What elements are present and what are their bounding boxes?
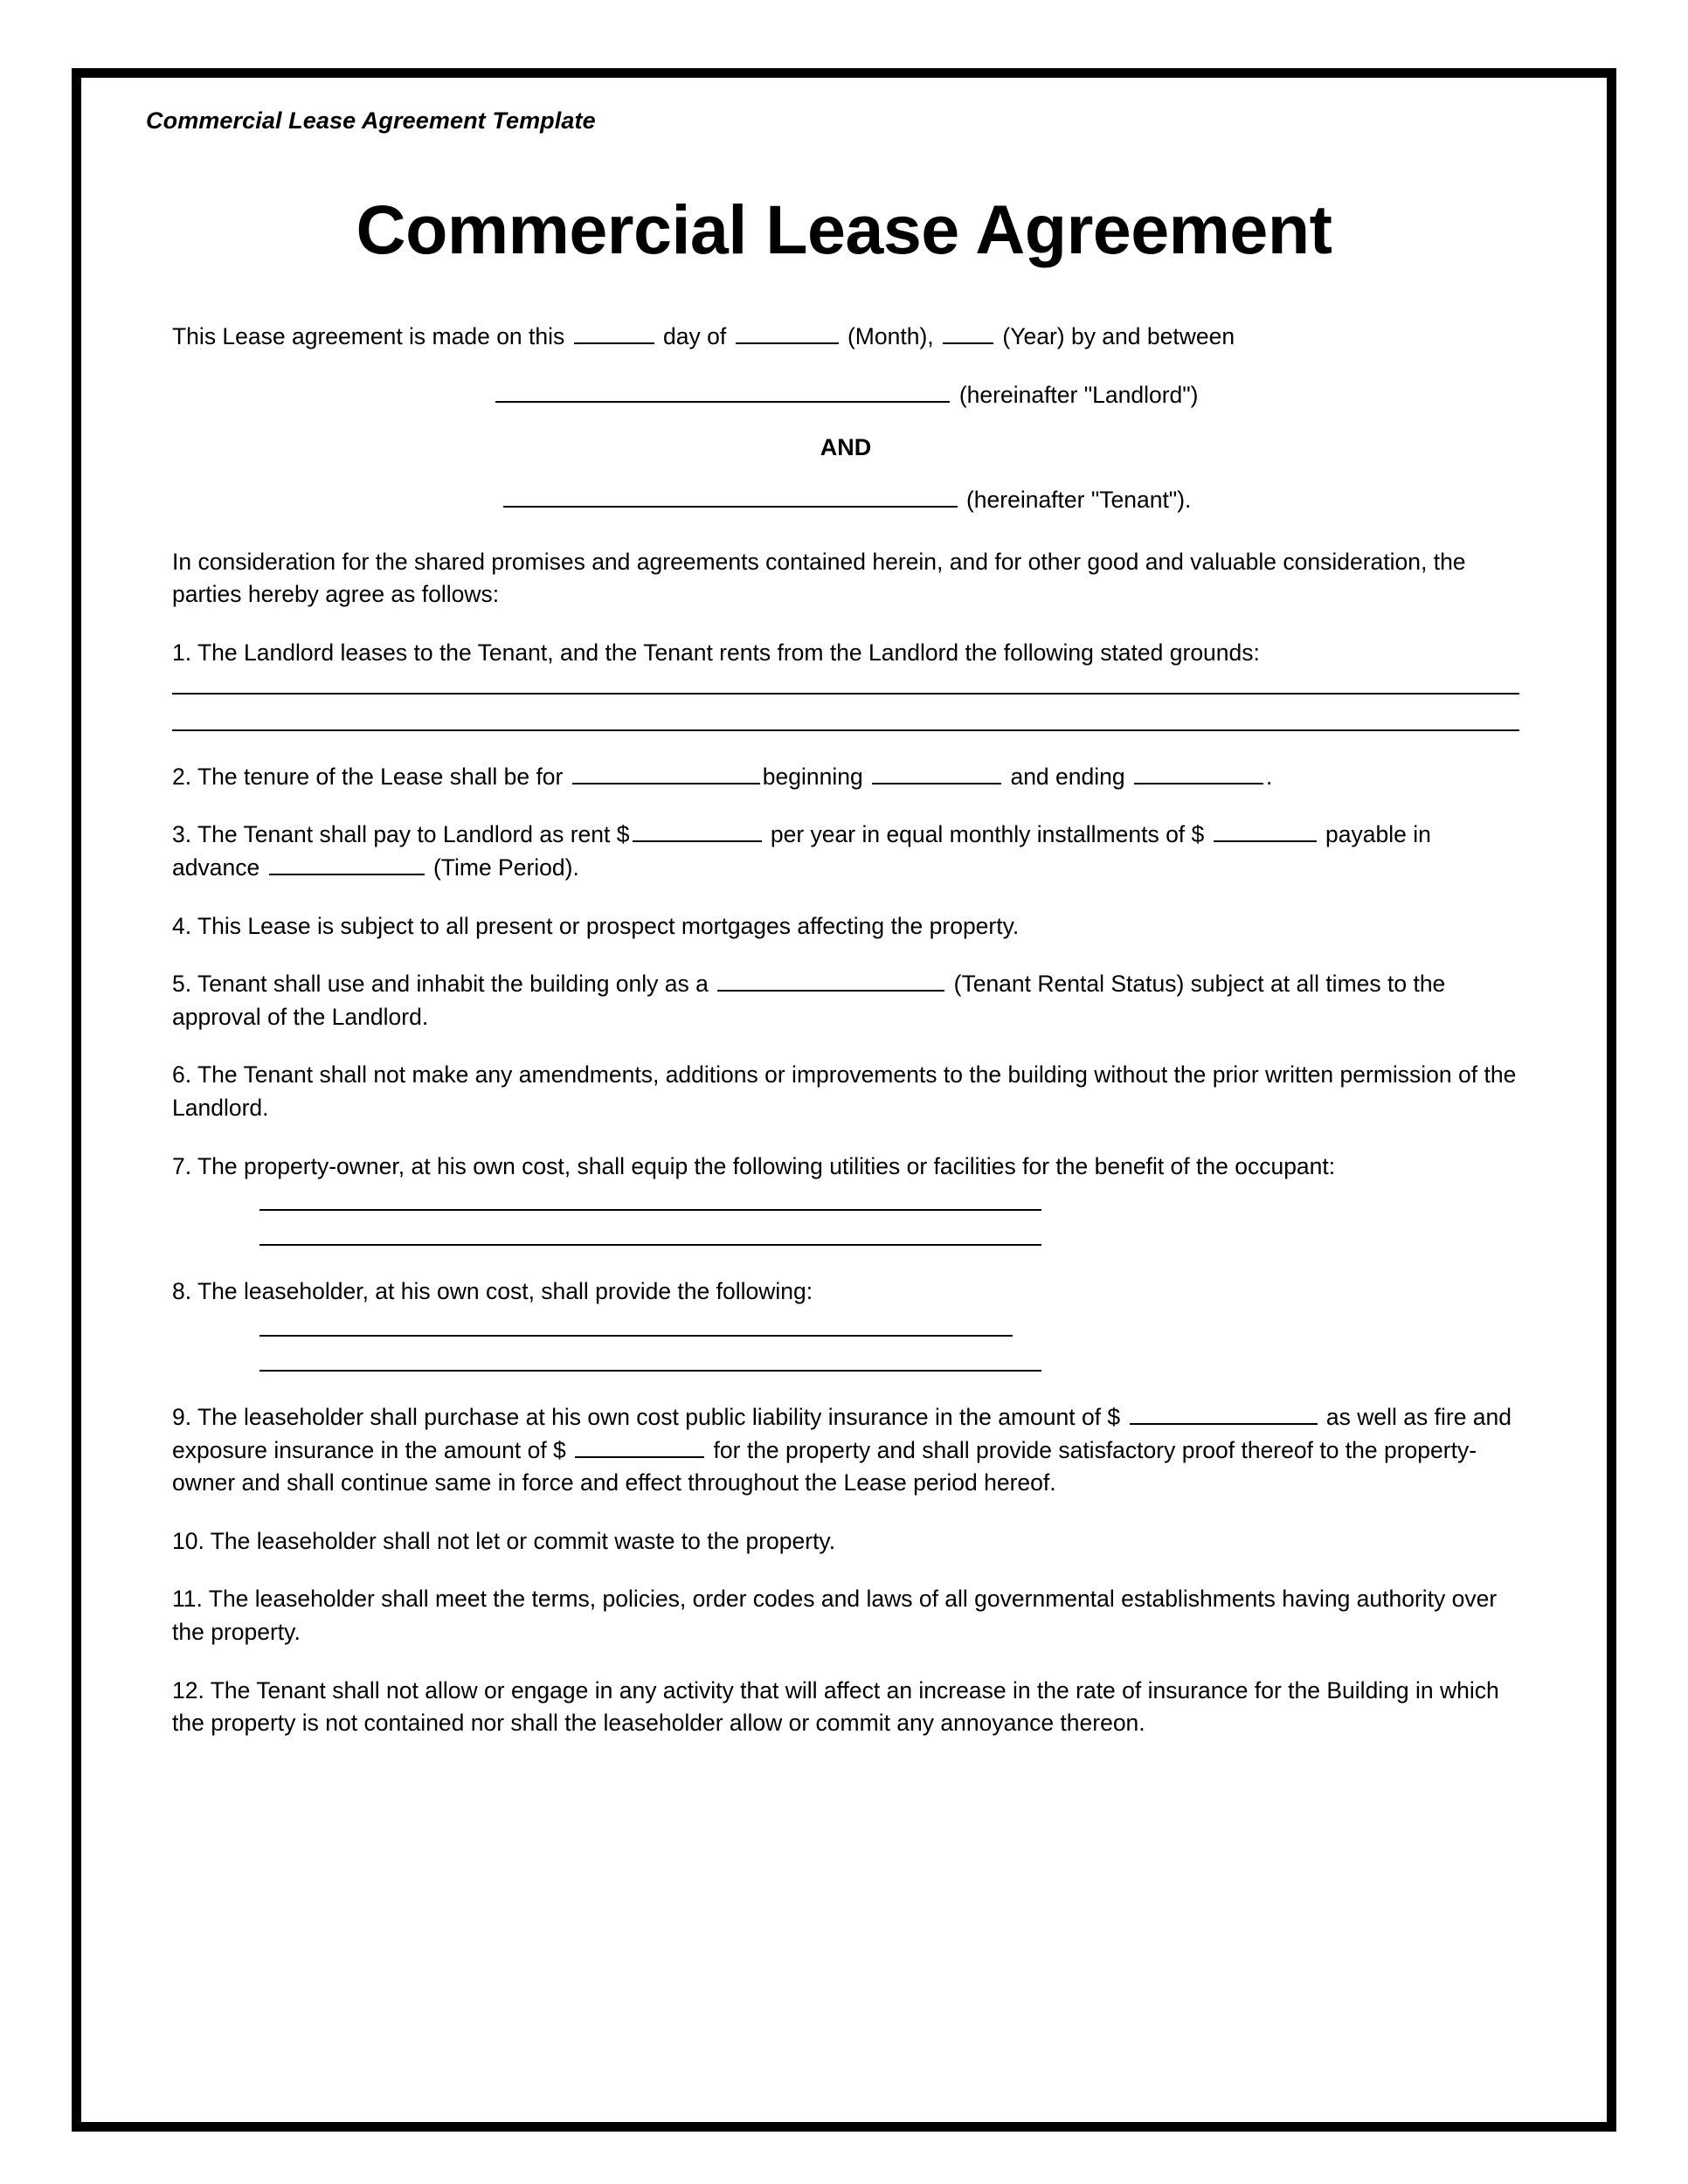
clause-9-c: for the property and shall provide satisfactory proof thereof to the property-owner and shall continue same in force and effect throughout the Lease period hereof. [172,1436,1477,1496]
tenant-signature-line [172,484,1519,516]
tenant-name-blank[interactable] [503,488,958,508]
clause-3-b: per year in equal monthly installments of $ [770,821,1205,848]
intro-text-a: This Lease agreement is made on this [172,322,565,349]
landlord-caption: (hereinafter "Landlord") [958,381,1199,408]
document-body [135,321,1553,1740]
landlord-name-blank[interactable] [495,384,950,403]
clause-10-text: 10. The leaseholder shall not let or commit waste to the property. [172,1527,836,1554]
landlord-signature-line [172,379,1519,411]
consideration-paragraph: In consideration for the shared promises and agreements contained herein, and for other good and valuable consideration, the parties hereby agree as follows: [172,548,1466,608]
annual-rent-blank[interactable] [633,823,762,842]
clause-3-text [172,819,1519,884]
clause-11-text: 11. The leaseholder shall meet the terms, policies, order codes and laws of all governmental establishments having authority over the property. [172,1586,1498,1645]
page-title: Commercial Lease Agreement [356,190,1332,268]
lease-end-blank[interactable] [1134,765,1263,784]
clause-1-blank-line-2[interactable] [172,729,1519,731]
lease-tenure-blank[interactable] [572,765,760,784]
day-blank[interactable] [574,325,654,344]
clause-9-a: 9. The leaseholder shall purchase at his own cost public liability insurance in the amount of $ [172,1403,1121,1430]
clause-7-blank-line-2[interactable] [259,1244,1041,1246]
clause-5-a: 5. Tenant shall use and inhabit the building only as a [172,971,709,998]
clause-2-c: and ending [1010,763,1125,790]
clause-1-text: 1. The Landlord leases to the Tenant, and the Tenant rents from the Landlord the following stated grounds: [172,639,1260,666]
time-period-blank[interactable] [269,856,425,875]
clause-7-blank-line-1[interactable] [259,1209,1041,1211]
clause-2-b: beginning [762,763,863,790]
intro-text-b: day of [663,322,727,349]
intro-date-line [172,321,1519,354]
clause-6-text: 6. The Tenant shall not make any amendments, additions or improvements to the building without the prior written permission of the Landlord. [172,1061,1517,1121]
clause-3-d: (Time Period). [432,854,579,881]
clause-2-a: 2. The tenure of the Lease shall be for [172,763,564,790]
clause-1-blank-line-1[interactable] [172,693,1519,695]
clause-7-blank-lines [172,1209,1519,1246]
month-blank[interactable] [736,325,839,344]
tenant-caption: (hereinafter "Tenant"). [965,486,1192,513]
clause-9-b: as well as fire and exposure insurance in the amount of $ [172,1403,1512,1463]
clause-1-blank-lines [172,693,1519,731]
clause-8-blank-line-1[interactable] [259,1335,1013,1337]
clause-5-b: (Tenant Rental Status) subject at all times to the approval of the Landlord. [172,971,1446,1030]
lease-begin-blank[interactable] [872,765,1001,784]
clause-3-a: 3. The Tenant shall pay to Landlord as rent $ [172,821,630,848]
intro-text-d: (Year) by and between [1002,322,1235,349]
tenant-rental-status-blank[interactable] [717,972,944,992]
clause-9-text [172,1401,1519,1500]
liability-insurance-blank[interactable] [1130,1406,1318,1425]
template-label: Commercial Lease Agreement Template [146,107,596,134]
clause-8-blank-lines [172,1335,1519,1372]
intro-text-c: (Month), [847,322,934,349]
document-border-frame [72,68,1616,2132]
clause-7-text: 7. The property-owner, at his own cost, shall equip the following utilities or facilities for the benefit of the occupant: [172,1152,1336,1179]
clause-8-text: 8. The leaseholder, at his own cost, shall provide the following: [172,1278,813,1305]
year-blank[interactable] [943,325,993,344]
clause-4-text: 4. This Lease is subject to all present or prospect mortgages affecting the property. [172,912,1020,939]
clause-8-blank-line-2[interactable] [259,1370,1041,1372]
clause-5-text [172,968,1519,1033]
clause-2-text [172,761,1519,794]
fire-insurance-blank[interactable] [575,1439,704,1458]
clause-12-text: 12. The Tenant shall not allow or engage in any activity that will affect an increase in the rate of insurance for the Building in which the property is not contained nor shall the leaseholder allow or commit any annoyance thereon. [172,1676,1499,1737]
clause-2-d: . [1265,763,1273,790]
and-separator: AND [820,433,872,460]
clause-3-c: payable in advance [172,821,1431,881]
monthly-installment-blank[interactable] [1214,823,1317,842]
